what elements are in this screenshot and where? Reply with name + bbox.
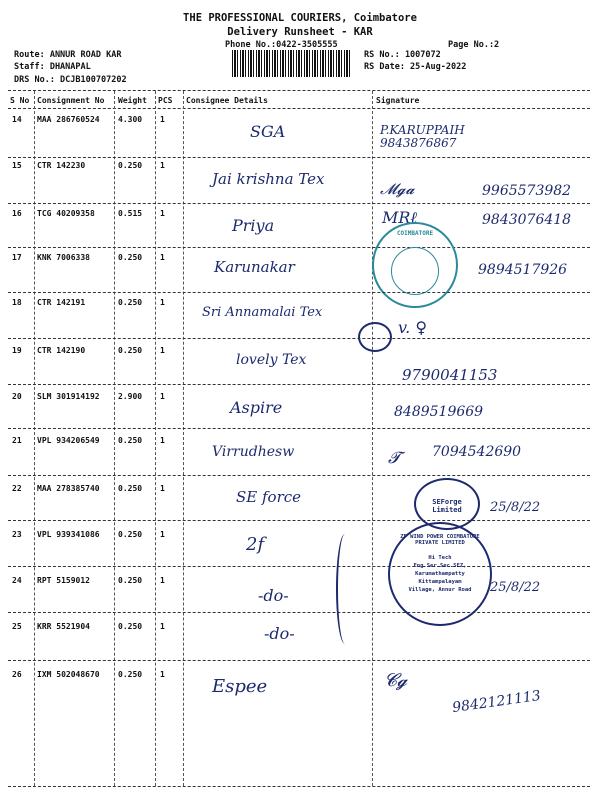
- row-sno: 22: [12, 484, 22, 493]
- stamp-ring-text: ZF WIND POWER COIMBATORE PRIVATE LIMITED: [400, 534, 480, 546]
- signature-scribble: 𝓜𝓰𝓪: [380, 180, 415, 198]
- row-pcs: 1: [160, 115, 165, 124]
- column-line: [372, 91, 373, 786]
- row-sno: 19: [12, 346, 22, 355]
- row-consignment: MAA 286760524: [37, 115, 100, 124]
- row-sno: 21: [12, 436, 22, 445]
- brace-mark: [336, 534, 354, 644]
- stamp-inner-ring: [391, 247, 439, 295]
- row-pcs: 1: [160, 253, 165, 262]
- runsheet-title: Delivery Runsheet - KAR: [227, 26, 373, 38]
- signature-text: 9965573982: [482, 183, 572, 199]
- signature-scribble: 𝓒𝓰: [384, 670, 408, 691]
- row-consignment: TCG 40209358: [37, 209, 95, 218]
- signature-text: 8489519669: [394, 404, 484, 420]
- staff: Staff: DHANAPAL: [14, 62, 91, 72]
- row-weight: 4.300: [118, 115, 143, 124]
- company-name: THE PROFESSIONAL COURIERS, Coimbatore: [183, 12, 417, 24]
- row-sno: 24: [12, 576, 22, 585]
- signature-text: 9843076418: [482, 212, 572, 228]
- signature-text: 7094542690: [432, 444, 522, 460]
- column-line: [183, 91, 184, 786]
- page-number: Page No.:2: [448, 40, 500, 50]
- row-pcs: 1: [160, 346, 165, 355]
- drs-number: DRS No.: DCJB100707202: [14, 75, 127, 85]
- row-sno: 15: [12, 161, 22, 170]
- row-divider: [8, 338, 590, 339]
- col-pcs: PCS: [158, 96, 173, 105]
- signature-scribble: MRℓ: [382, 208, 418, 227]
- row-sno: 20: [12, 392, 22, 401]
- signature-scribble: 𝓣: [388, 448, 401, 467]
- signature-scribble: v. ♀: [398, 318, 428, 337]
- stamp-text: SEForge Limited: [432, 498, 462, 514]
- column-line: [114, 91, 115, 786]
- row-sno: 14: [12, 115, 22, 124]
- row-divider: [8, 660, 590, 661]
- signature-date: 25/8/22: [490, 500, 541, 515]
- circled-mark: [358, 322, 392, 352]
- row-divider: [8, 612, 590, 613]
- row-consignment: IXM 502048670: [37, 670, 100, 679]
- rs-date: RS Date: 25-Aug-2022: [364, 62, 467, 72]
- row-pcs: 1: [160, 209, 165, 218]
- consignee-name: 2f: [246, 534, 265, 555]
- signature-text: 9842121113: [451, 687, 542, 717]
- consignee-name: Espee: [212, 676, 268, 697]
- consignee-name: SE force: [236, 488, 302, 506]
- row-divider: [8, 428, 590, 429]
- row-divider: [8, 786, 590, 787]
- row-weight: 0.250: [118, 253, 143, 262]
- consignee-name: Jai krishna Tex: [212, 170, 325, 188]
- row-consignment: KRR 5521904: [37, 622, 90, 631]
- consignee-name: SGA: [250, 122, 286, 141]
- row-consignment: VPL 939341086: [37, 530, 100, 539]
- row-weight: 0.250: [118, 530, 143, 539]
- row-pcs: 1: [160, 161, 165, 170]
- row-pcs: 1: [160, 298, 165, 307]
- row-weight: 0.250: [118, 346, 143, 355]
- row-sno: 17: [12, 253, 22, 262]
- signature-text: 9790041153: [402, 366, 498, 384]
- col-consignee: Consignee Details: [186, 96, 268, 105]
- row-divider: [8, 247, 590, 248]
- row-divider: [8, 566, 590, 567]
- stamp-text: Hi Tech Eng.Ser.Sec.SEZ, Karumathampatty Kittampalayam Village, Annur Road: [408, 555, 472, 593]
- consignee-name: lovely Tex: [236, 352, 307, 368]
- row-divider: [8, 203, 590, 204]
- row-consignment: KNK 7006338: [37, 253, 90, 262]
- row-consignment: MAA 278385740: [37, 484, 100, 493]
- row-divider: [8, 157, 590, 158]
- row-divider: [8, 475, 590, 476]
- consignee-name: Aspire: [230, 398, 283, 417]
- row-pcs: 1: [160, 436, 165, 445]
- row-sno: 16: [12, 209, 22, 218]
- col-weight: Weight: [118, 96, 147, 105]
- col-consignment: Consignment No: [37, 96, 105, 105]
- row-pcs: 1: [160, 484, 165, 493]
- signature-text: 9894517926: [478, 262, 568, 278]
- consignee-name: Virrudhesw: [212, 444, 295, 460]
- row-weight: 0.250: [118, 298, 143, 307]
- row-weight: 0.250: [118, 622, 143, 631]
- consignee-name: Karunakar: [214, 258, 295, 276]
- consignee-name: Sri Annamalai Tex: [202, 305, 323, 320]
- row-sno: 26: [12, 670, 22, 679]
- consignee-name: -do-: [258, 586, 289, 605]
- consignee-name: -do-: [264, 624, 295, 643]
- col-signature: Signature: [376, 96, 420, 105]
- col-sno: S No: [10, 96, 30, 105]
- row-weight: 2.900: [118, 392, 143, 401]
- wind-power-stamp: [388, 522, 492, 626]
- row-consignment: RPT 5159012: [37, 576, 90, 585]
- row-consignment: VPL 934206549: [37, 436, 100, 445]
- row-divider: [8, 292, 590, 293]
- stamp-text: COIMBATORE: [396, 230, 434, 237]
- row-consignment: SLM 301914192: [37, 392, 100, 401]
- row-pcs: 1: [160, 576, 165, 585]
- row-weight: 0.250: [118, 161, 143, 170]
- route: Route: ANNUR ROAD KAR: [14, 50, 122, 60]
- row-pcs: 1: [160, 530, 165, 539]
- consignee-name: Priya: [232, 216, 275, 235]
- coimbatore-stamp: [372, 222, 458, 308]
- row-pcs: 1: [160, 622, 165, 631]
- row-pcs: 1: [160, 670, 165, 679]
- divider: [8, 108, 590, 109]
- row-consignment: CTR 142191: [37, 298, 86, 307]
- column-line: [155, 91, 156, 786]
- row-sno: 18: [12, 298, 22, 307]
- rs-number: RS No.: 1007072: [364, 50, 441, 60]
- row-weight: 0.250: [118, 484, 143, 493]
- divider: [8, 90, 590, 91]
- row-weight: 0.250: [118, 670, 143, 679]
- row-weight: 0.250: [118, 576, 143, 585]
- phone-number: Phone No.:0422-3505555: [225, 40, 338, 50]
- row-pcs: 1: [160, 392, 165, 401]
- barcode: [232, 50, 352, 77]
- row-sno: 25: [12, 622, 22, 631]
- row-divider: [8, 520, 590, 521]
- row-weight: 0.515: [118, 209, 143, 218]
- row-consignment: CTR 142190: [37, 346, 86, 355]
- column-line: [34, 91, 35, 786]
- row-divider: [8, 384, 590, 385]
- row-consignment: CTR 142230: [37, 161, 86, 170]
- row-sno: 23: [12, 530, 22, 539]
- signature-date: 25/8/22: [490, 580, 541, 595]
- row-weight: 0.250: [118, 436, 143, 445]
- signature-text: P.KARUPPAIH 9843876867: [380, 123, 465, 150]
